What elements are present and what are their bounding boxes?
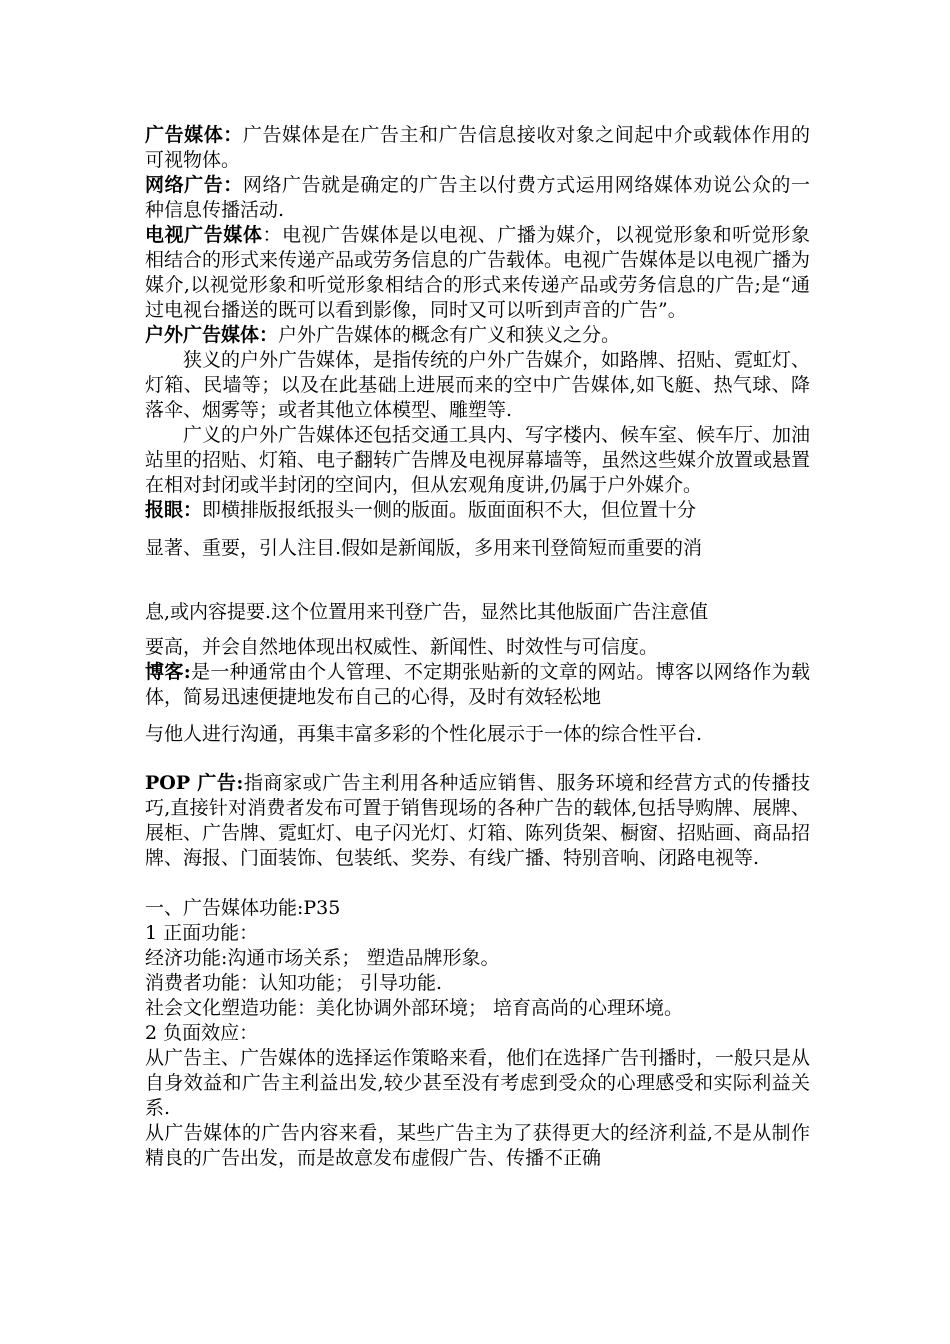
definition: 网络广告就是确定的广告主以付费方式运用网络媒体劝说公众的一种信息传播活动. bbox=[145, 174, 810, 221]
def-baoyan-line: 要高，并会自然地体现出权威性、新闻性、时效性与可信度。 bbox=[145, 636, 659, 658]
negative-effect-2: 从广告媒体的广告内容来看，某些广告主为了获得更大的经济利益,不是从制作精良的广告出发，而是故意发布虚假广告、传播不正确 bbox=[145, 1122, 810, 1169]
term: 户外广告媒体： bbox=[145, 324, 279, 346]
term: 电视广告媒体 bbox=[145, 224, 263, 246]
positive-heading: 1 正面功能： bbox=[145, 922, 259, 944]
definition: 广告媒体是在广告主和广告信息接收对象之间起中介或载体作用的可视物体。 bbox=[145, 124, 810, 171]
definition: 户外广告媒体的概念有广义和狭义之分。 bbox=[278, 324, 621, 346]
term: 网络广告： bbox=[145, 174, 243, 196]
definition-line: 即横排版报纸报头一侧的版面。版面面积不大，但位置十分 bbox=[202, 499, 697, 521]
definition: 指商家或广告主利用各种适应销售、服务环境和经营方式的传播技巧,直接针对消费者发布可置于销售现场的各种广告的载体,包括导购牌、展牌、展柜、广告牌、霓虹灯、电子闪光灯、灯箱、陈列货架、橱窗、招贴画、商品招牌、海报、门面装饰、包装纸、奖券、有线广播、特别音响、闭路电视等. bbox=[145, 772, 811, 869]
term: 报眼： bbox=[145, 499, 203, 521]
def-outdoor bbox=[145, 323, 810, 348]
def-blog bbox=[145, 660, 810, 710]
consumer-function: 消费者功能：认知功能； 引导功能. bbox=[145, 972, 443, 994]
economic-function: 经济功能:沟通市场关系； 塑造品牌形象。 bbox=[145, 947, 500, 969]
negative-heading: 2 负面效应： bbox=[145, 1022, 259, 1044]
term: 广告媒体： bbox=[145, 124, 243, 146]
def-baoyan-line: 息,或内容提要.这个位置用来刊登广告，显然比其他版面广告注意值 bbox=[145, 601, 709, 623]
definition: 是一种通常由个人管理、不定期张贴新的文章的网站。博客以网络作为载体，简易迅速便捷地发布自己的心得，及时有效轻松地 bbox=[145, 661, 810, 708]
def-baoyan bbox=[145, 498, 810, 523]
functions-heading: 一、广告媒体功能:P35 bbox=[145, 897, 341, 919]
def-blog-line: 与他人进行沟通，再集丰富多彩的个性化展示于一体的综合性平台. bbox=[145, 723, 703, 745]
def-ad-media bbox=[145, 123, 810, 173]
definition: ：电视广告媒体是以电视、广播为媒介，以视觉形象和听觉形象相结合的形式来传递产品或劳务信息的广告载体。电视广告媒体是以电视广播为媒介,以视觉形象和听觉形象相结合的形式来传递产品或劳务信息的广告;是“通过电视台播送的既可以看到影像，同时又可以听到声音的广告”。 bbox=[145, 224, 811, 321]
def-outdoor-narrow: 狭义的户外广告媒体，是指传统的户外广告媒介，如路牌、招贴、霓虹灯、灯箱、民墙等；以及在此基础上进展而来的空中广告媒体,如飞艇、热气球、降落伞、烟雾等；或者其他立体模型、雕塑等. bbox=[145, 349, 811, 421]
def-outdoor-broad: 广义的户外广告媒体还包括交通工具内、写字楼内、候车室、候车厅、加油站里的招贴、灯箱、电子翻转广告牌及电视屏幕墙等，虽然这些媒介放置或悬置在相对封闭或半封闭的空间内，但从宏观角度讲,仍属于户外媒介。 bbox=[145, 424, 811, 496]
def-pop bbox=[145, 771, 810, 871]
document-body bbox=[145, 123, 810, 1171]
def-web-ad bbox=[145, 173, 810, 223]
term: POP 广告: bbox=[145, 772, 244, 794]
social-function: 社会文化塑造功能：美化协调外部环境； 培育高尚的心理环境。 bbox=[145, 997, 684, 1019]
term: 博客: bbox=[145, 661, 191, 683]
negative-effect-1: 从广告主、广告媒体的选择运作策略来看，他们在选择广告刊播时，一般只是从自身效益和广告主利益出发,较少甚至没有考虑到受众的心理感受和实际利益关系. bbox=[145, 1047, 811, 1119]
def-baoyan-line: 显著、重要，引人注目.假如是新闻版，多用来刊登简短而重要的消 bbox=[145, 537, 703, 559]
def-tv-ad bbox=[145, 223, 810, 323]
